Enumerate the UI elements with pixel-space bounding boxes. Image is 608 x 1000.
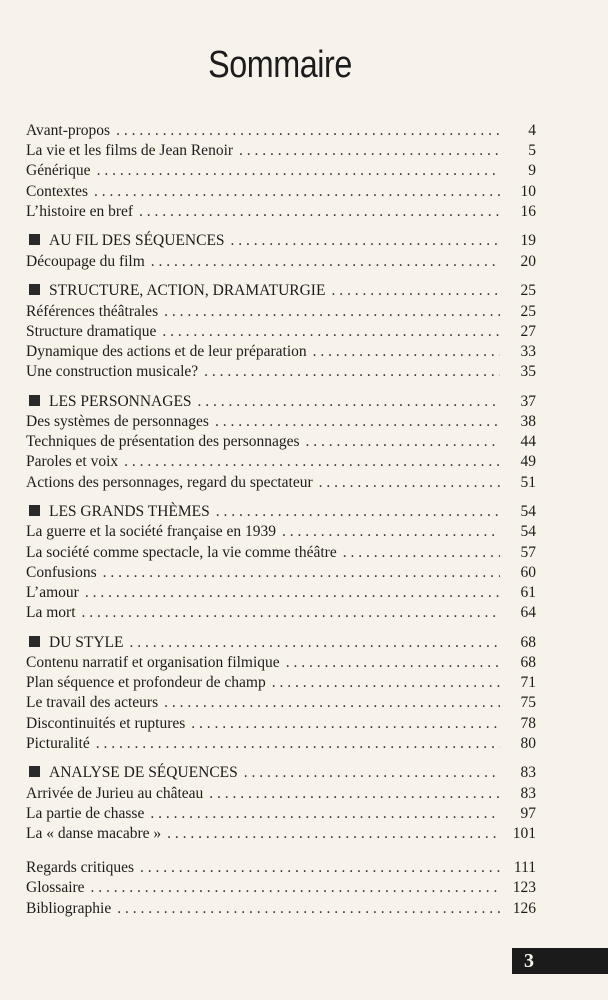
entry-page-number: 75 (520, 694, 536, 712)
entry-page-number: 38 (520, 412, 536, 430)
dot-leader (94, 182, 500, 202)
dot-leader (164, 302, 500, 322)
toc-entry (26, 824, 536, 844)
entry-page-number: 49 (520, 453, 536, 471)
toc-entry (26, 302, 536, 322)
entry-label: La guerre et la société française en 1939 (26, 523, 277, 541)
toc-section-heading (26, 392, 536, 412)
section-heading-label: STRUCTURE, ACTION, DRAMATURGIE (49, 282, 326, 300)
entry-page-number: 126 (512, 899, 536, 917)
toc-entry (26, 362, 536, 382)
entry-label: Plan séquence et profondeur de champ (26, 674, 266, 692)
dot-leader (343, 543, 500, 563)
entry-page-number: 80 (520, 734, 536, 752)
entry-label: Confusions (26, 563, 97, 581)
dot-leader (204, 362, 500, 382)
dot-leader (198, 392, 500, 412)
entry-page-number: 68 (520, 654, 536, 671)
toc-entry (26, 432, 536, 452)
toc-entry (26, 452, 536, 472)
entry-label: Regards critiques (26, 859, 135, 877)
entry-label: La partie de chasse (26, 804, 145, 822)
entry-page-number: 33 (520, 342, 536, 360)
toc-section-heading (26, 231, 536, 251)
entry-page-number: 68 (520, 633, 536, 651)
toc-entry (26, 603, 536, 623)
entry-label: La vie et les films de Jean Renoir (26, 142, 234, 160)
spacer (26, 844, 536, 858)
toc-entry (26, 202, 536, 222)
dot-leader (272, 673, 500, 693)
square-bullet-icon (29, 234, 40, 245)
entry-label: Paroles et voix (26, 453, 119, 471)
toc-entry (26, 899, 536, 919)
dot-leader (191, 714, 500, 734)
entry-page-number: 51 (520, 473, 536, 491)
dot-leader (167, 824, 500, 844)
entry-page-number: 83 (520, 784, 536, 802)
dot-leader (139, 202, 500, 222)
toc-entry (26, 653, 536, 673)
entry-label: La « danse macabre » (26, 825, 162, 842)
toc-entry (26, 673, 536, 693)
entry-page-number: 25 (520, 282, 536, 300)
entry-page-number: 54 (520, 523, 536, 541)
entry-label: Avant-propos (26, 122, 111, 139)
section-heading-label: AU FIL DES SÉQUENCES (49, 232, 225, 250)
entry-label: L’histoire en bref (26, 202, 134, 220)
page-title: Sommaire (208, 44, 352, 86)
dot-leader (97, 161, 500, 181)
toc-entry (26, 412, 536, 432)
entry-page-number: 57 (520, 543, 536, 561)
entry-page-number: 83 (520, 764, 536, 782)
entry-label: L’amour (26, 583, 79, 601)
section-heading-label: ANALYSE DE SÉQUENCES (49, 764, 238, 782)
entry-page-number: 60 (520, 563, 536, 581)
toc-entry (26, 714, 536, 734)
square-bullet-icon (29, 766, 40, 777)
dot-leader (164, 693, 500, 713)
entry-page-number: 123 (512, 879, 536, 897)
section-heading-label: DU STYLE (49, 633, 124, 651)
dot-leader (140, 858, 500, 878)
toc-entry (26, 543, 536, 563)
toc-entry (26, 784, 536, 804)
entry-page-number: 35 (520, 363, 536, 381)
entry-page-number: 64 (520, 604, 536, 622)
dot-leader (117, 899, 500, 919)
entry-page-number: 37 (520, 392, 536, 410)
toc-entry (26, 563, 536, 583)
dot-leader (286, 653, 500, 673)
toc-section-heading (26, 281, 536, 301)
dot-leader (331, 281, 500, 301)
entry-label: Techniques de présentation des personnages (26, 433, 300, 451)
toc-entry (26, 182, 536, 202)
toc-entry (26, 252, 536, 272)
dot-leader (129, 633, 500, 653)
entry-label: Arrivée de Jurieu au château (26, 784, 204, 802)
entry-page-number: 54 (520, 503, 536, 521)
section-heading-label: LES PERSONNAGES (49, 392, 192, 410)
entry-page-number: 25 (520, 302, 536, 320)
entry-label: Découpage du film (26, 252, 145, 270)
entry-label: Une construction musicale? (26, 363, 199, 381)
dot-leader (103, 563, 500, 583)
toc-entry (26, 161, 536, 181)
table-of-contents (26, 121, 536, 919)
toc-entry (26, 121, 536, 141)
entry-label: Dynamique des actions et de leur préparation (26, 342, 307, 360)
square-bullet-icon (29, 284, 40, 295)
entry-page-number: 19 (520, 232, 536, 250)
page-number: 3 (512, 948, 608, 974)
entry-page-number: 97 (520, 804, 536, 822)
dot-leader (313, 342, 500, 362)
dot-leader (82, 603, 501, 623)
entry-label: La mort (26, 604, 76, 622)
entry-page-number: 44 (520, 433, 536, 451)
toc-entry (26, 141, 536, 161)
entry-page-number: 27 (520, 322, 536, 340)
entry-page-number: 101 (512, 825, 536, 842)
entry-page-number: 4 (528, 122, 536, 139)
dot-leader (239, 141, 500, 161)
dot-leader (151, 252, 500, 272)
entry-page-number: 9 (528, 162, 536, 180)
toc-section-heading (26, 763, 536, 783)
toc-entry (26, 342, 536, 362)
dot-leader (96, 734, 500, 754)
entry-page-number: 16 (520, 202, 536, 220)
entry-label: Actions des personnages, regard du spectateur (26, 473, 313, 491)
entry-page-number: 78 (520, 714, 536, 732)
dot-leader (209, 784, 500, 804)
entry-label: Picturalité (26, 734, 90, 752)
entry-label: Structure dramatique (26, 322, 157, 340)
entry-label: Discontinuités et ruptures (26, 714, 186, 732)
toc-entry (26, 858, 536, 878)
dot-leader (124, 452, 500, 472)
dot-leader (244, 763, 500, 783)
entry-page-number: 10 (520, 182, 536, 200)
dot-leader (319, 473, 500, 493)
entry-label: Contextes (26, 182, 88, 200)
entry-label: Contenu narratif et organisation filmique (26, 654, 280, 671)
dot-leader (162, 322, 500, 342)
entry-label: La société comme spectacle, la vie comme théâtre (26, 543, 337, 561)
toc-section-heading (26, 502, 536, 522)
toc-entry (26, 522, 536, 542)
entry-label: Références théâtrales (26, 302, 159, 320)
entry-page-number: 5 (528, 142, 536, 160)
entry-label: Glossaire (26, 879, 85, 897)
entry-label: Le travail des acteurs (26, 694, 159, 712)
toc-entry (26, 878, 536, 898)
dot-leader (216, 502, 500, 522)
entry-page-number: 61 (520, 583, 536, 601)
section-heading-label: LES GRANDS THÈMES (49, 503, 210, 521)
toc-entry (26, 804, 536, 824)
toc-entry (26, 322, 536, 342)
dot-leader (150, 804, 500, 824)
entry-page-number: 111 (513, 859, 536, 877)
toc-entry (26, 583, 536, 603)
dot-leader (85, 583, 500, 603)
toc-entry (26, 473, 536, 493)
entry-label: Générique (26, 162, 91, 180)
entry-page-number: 71 (520, 674, 536, 692)
dot-leader (282, 522, 500, 542)
dot-leader (116, 121, 500, 141)
entry-label: Bibliographie (26, 899, 112, 917)
entry-label: Des systèmes de personnages (26, 412, 209, 430)
entry-page-number: 20 (520, 252, 536, 270)
square-bullet-icon (29, 395, 40, 406)
dot-leader (215, 412, 500, 432)
square-bullet-icon (29, 505, 40, 516)
toc-entry (26, 734, 536, 754)
dot-leader (306, 432, 500, 452)
dot-leader (91, 878, 500, 898)
toc-section-heading (26, 633, 536, 653)
toc-entry (26, 693, 536, 713)
dot-leader (231, 231, 500, 251)
square-bullet-icon (29, 636, 40, 647)
